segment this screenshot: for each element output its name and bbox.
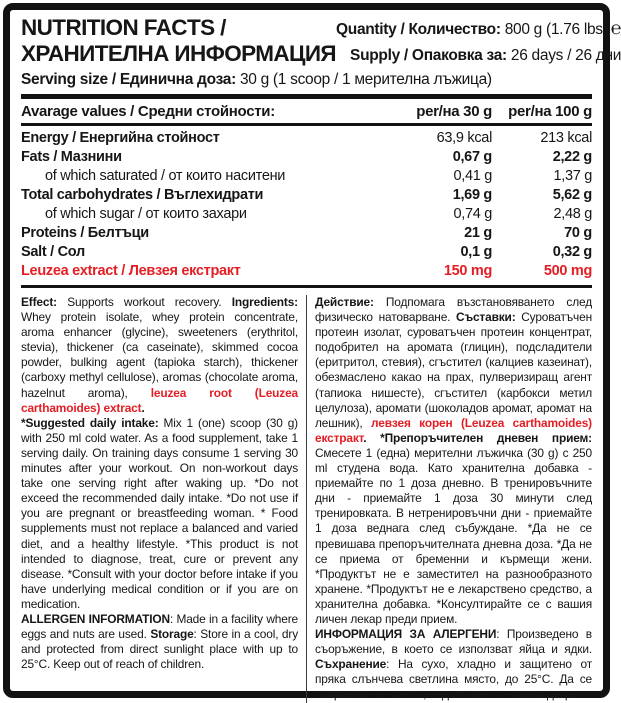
row-value-per30: 21 g xyxy=(464,225,492,241)
allergen-info-label: ALLERGEN INFORMATION xyxy=(21,611,170,626)
row-label: of which sugar / от които захари xyxy=(45,206,247,222)
row-label: Energy / Енергийна стойност xyxy=(21,130,220,146)
supply-label: Supply / Опаковка за: xyxy=(350,47,507,64)
allergen-info-text: : Made in a facility where eggs and nuts are used. xyxy=(21,611,298,642)
serving-size-row xyxy=(21,70,592,90)
ingredients-text: Whey protein isolate, whey protein concentrate, aroma enhancer (glycine), sweeteners (erythritol, stevia), thickener (ca caseinate), skimmed cocoa powder, bulking agent (tapioka starch), thickener (carboxy methyl cellulose), aromas (chocolate aroma, hazelnut aroma), xyxy=(21,310,298,400)
table-row-saturated xyxy=(21,167,592,186)
effect-label: Effect: xyxy=(21,295,57,309)
table-row-salt xyxy=(21,243,592,262)
header-col-per30: per/на 30 g xyxy=(416,103,492,120)
allergen-info-label-bg: ИНФОРМАЦИЯ ЗА АЛЕРГЕНИ xyxy=(315,627,497,642)
suggested-intake-text: Mix 1 (one) scoop (30 g) with 250 ml cold water. As a food supplement, take 1 serving daily. On training days consume 1 serving 30 minutes after your workout. On non-workout days take one serving right after waking up. *Do not exceed the recommended daily intake. *Do not use if you are pregnant or breastfeeding woman. * Food supplements must not replace a balanced and varied diet, and a healthy lifestyle. *This product is not intended to diagnose, treat, cure or prevent any disease. *Consult with your doctor before intake if you have underlying medical condition or if you are on medication. xyxy=(21,415,298,611)
row-label: Fats / Мазнини xyxy=(21,149,122,165)
quantity-label: Quantity / Количество: xyxy=(336,21,501,38)
info-columns xyxy=(21,295,592,703)
nutrition-label xyxy=(3,3,621,702)
sentence-period-bg: . xyxy=(363,430,381,445)
effect-text: Supports workout recovery. xyxy=(56,295,232,309)
row-value-per30: 0,67 g xyxy=(452,149,492,165)
row-label: Total carbohydrates / Въглехидрати xyxy=(21,187,264,203)
storage-text: : Store in a cool, dry and protected from direct sunlight place with up to 25°C. Keep out of reach of children. xyxy=(21,627,298,672)
row-value-per30: 0,1 g xyxy=(460,244,492,260)
suggested-intake-paragraph xyxy=(21,416,298,612)
row-value-per100: 70 g xyxy=(564,225,592,241)
info-column-bg xyxy=(306,295,592,703)
serving-size-label: Serving size / Единична доза: xyxy=(21,71,236,88)
pack-info xyxy=(336,15,621,69)
storage-label: Storage xyxy=(150,627,194,642)
title-line-en: NUTRITION FACTS / xyxy=(21,15,226,40)
row-value-per100: 0,32 g xyxy=(552,244,592,260)
row-label: Leuzea extract / Левзея екстракт xyxy=(21,263,241,279)
allergen-storage-paragraph-bg xyxy=(315,627,592,702)
info-column-en xyxy=(21,295,306,703)
divider-under-table xyxy=(21,285,592,288)
row-label: of which saturated / от които наситени xyxy=(45,168,286,184)
allergen-info-text-bg: : Произведено в съоръжение, в което се използват яйца и ядки. xyxy=(315,627,592,657)
action-ingredients-paragraph-bg xyxy=(315,295,592,627)
header-col-per100: per/на 100 g xyxy=(508,103,592,120)
ingredients-text-bg: Суроватъчен протеин изолат, суроватъчен протеин концентрат, подобрител на аромата (глицин), подсладители (еритритол, стевия), сгъстител (калциев казеинат), обезмаслено какао на прах, пулверизиращ агент (тапиока нишесте), сгъстител (карбокси метил целулоза), аромати (шоколадов аромат, аромат на лешник), xyxy=(315,310,592,430)
title-line-bg: ХРАНИТЕЛНА ИНФОРМАЦИЯ xyxy=(21,41,337,66)
leuzea-ingredient-highlight-bg: левзея корен (Leuzea carthamoides) екстракт xyxy=(315,415,592,445)
table-row-proteins xyxy=(21,224,592,243)
row-value-per30: 1,69 g xyxy=(452,187,492,203)
row-value-per100: 2,22 g xyxy=(552,149,592,165)
ingredients-label: Ingredients: xyxy=(231,295,298,309)
storage-text-bg: : На сухо, хладно и защитено от пряка слънчева светлина място, до 25°C. Да се съхранява на места, недостъпни за малки деца. xyxy=(315,657,592,702)
table-header-row xyxy=(21,99,592,123)
table-row-leuzea-extract xyxy=(21,262,592,281)
daily-intake-label-bg: *Препоръчителен дневен прием: xyxy=(380,430,592,445)
allergen-storage-paragraph xyxy=(21,612,298,672)
supply-value: 26 days / 26 дни xyxy=(506,47,621,64)
values-table xyxy=(21,126,592,285)
header-col-name: Avarage values / Средни стойности: xyxy=(21,103,275,120)
row-value-per30: 63,9 kcal xyxy=(436,130,492,146)
row-value-per30: 150 mg xyxy=(443,263,492,279)
label-title xyxy=(21,15,336,67)
ingredients-label-bg: Съставки: xyxy=(456,310,516,325)
row-value-per100: 213 kcal xyxy=(540,130,592,146)
serving-size-value: 30 g (1 scoop / 1 мерителна лъжица) xyxy=(235,71,492,88)
estimated-sign-icon: ℮ xyxy=(610,18,621,38)
row-value-per100: 1,37 g xyxy=(553,168,592,184)
table-row-energy xyxy=(21,129,592,148)
table-row-carbohydrates xyxy=(21,186,592,205)
effect-ingredients-paragraph xyxy=(21,295,298,416)
label-header xyxy=(21,15,621,69)
row-value-per100: 2,48 g xyxy=(553,206,592,222)
storage-label-bg: Съхранение xyxy=(315,657,387,672)
action-text-bg: Подпомага възстановяването след физическо натоварване. xyxy=(315,295,592,325)
leuzea-ingredient-highlight: leuzea root (Leuzea carthamoides) extract xyxy=(21,385,299,415)
supply-row xyxy=(336,43,621,69)
daily-intake-text-bg: Смесете 1 (една) мерителни лъжичка (30 g) с 250 ml студена вода. Като хранителна добавка - приемайте по 1 доза дневно. В тренировъчните дни - приемайте 1 доза 30 минути след тренировката. В нетренировъчни дни - приемайте 1 доза веднага след събуждане. *Да не се превишава препоръчителната дневна доза. *Да не се приема от бременни и кърмещи жени. *Продуктът не е заместител на разнообразното хранене. *Продуктът не е лекарствено средство, а хранителна добавка. *Консултирайте се с вашия личен лекар преди прием. xyxy=(315,445,592,626)
action-label-bg: Действие: xyxy=(315,295,374,309)
table-row-sugar xyxy=(21,205,592,224)
sentence-period: . xyxy=(141,400,145,415)
quantity-value: 800 g (1.76 lbs) xyxy=(500,21,608,38)
row-label: Salt / Сол xyxy=(21,244,85,260)
row-value-per100: 500 mg xyxy=(543,263,592,279)
quantity-row xyxy=(336,15,621,43)
row-value-per30: 0,74 g xyxy=(453,206,492,222)
row-value-per30: 0,41 g xyxy=(453,168,492,184)
row-label: Proteins / Белтъци xyxy=(21,225,149,241)
suggested-intake-label: *Suggested daily intake: xyxy=(21,415,159,430)
table-row-fats xyxy=(21,148,592,167)
row-value-per100: 5,62 g xyxy=(552,187,592,203)
